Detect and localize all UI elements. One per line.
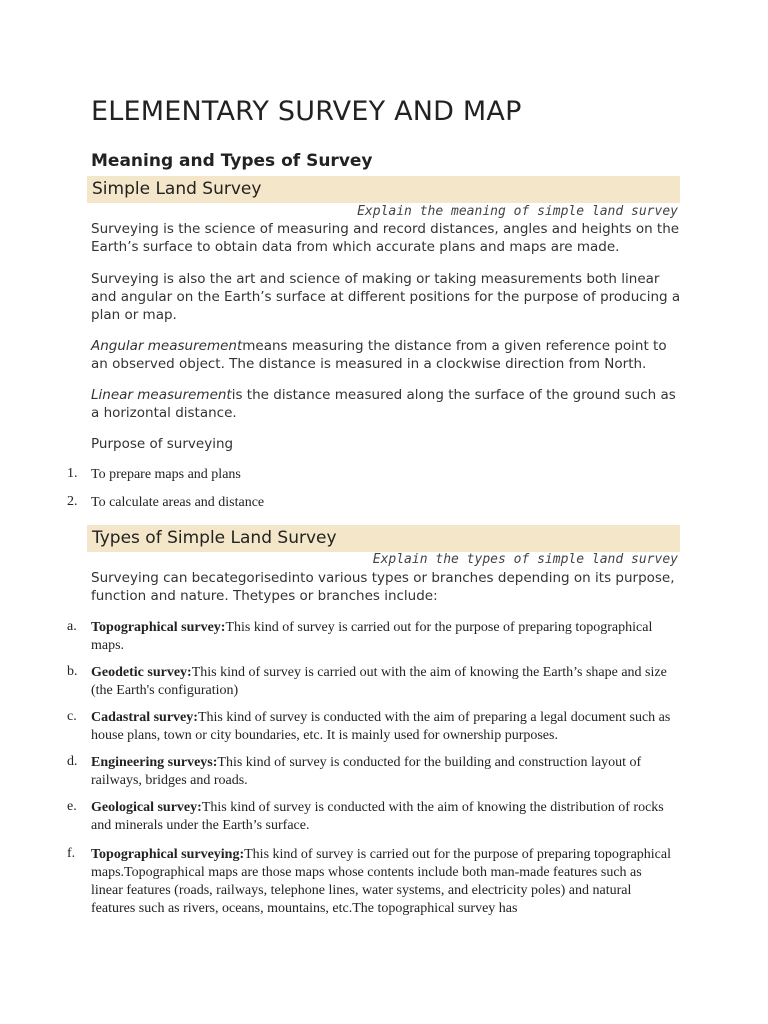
paragraph-art-and-science: Surveying is also the art and science of making or taking measurements both linear and angular on the Earth’s surface at different positions for the purpose of producing a plan or map. [91,271,681,323]
list-item-text [91,846,676,918]
section-subtitle: Meaning and Types of Survey [91,151,373,171]
term-cadastral-survey: Cadastral survey: [91,710,198,725]
term-geodetic-survey: Geodetic survey: [91,665,192,680]
page-title: ELEMENTARY SURVEY AND MAP [91,96,522,127]
paragraph-types-intro: Surveying can becategorisedinto various types or branches depending on its purpose, function and nature. Thetypes or branches include: [91,570,675,604]
paragraph-linear-measurement [91,386,683,422]
angular-measurement-text: means measuring the distance from a given reference point to an observed object. The distance is measured in a clockwise direction from North. [91,338,667,372]
term-engineering-surveys: Engineering surveys: [91,755,218,770]
list-marker: b. [67,664,78,679]
linear-measurement-text: is the distance measured along the surface of the ground such as a horizontal distance. [91,387,676,421]
term-angular-measurement: Angular measurement [91,338,243,354]
term-topographical-surveying: Topographical surveying: [91,847,245,862]
section-heading-simple-land-survey: Simple Land Survey [87,176,680,203]
objective-types-of-survey: Explain the types of simple land survey [372,552,678,567]
list-item-text: To prepare maps and plans [91,467,241,482]
list-item-text [91,619,676,655]
purpose-label: Purpose of surveying [91,436,234,452]
paragraph-angular-measurement [91,337,683,373]
list-marker: 1. [67,466,78,481]
item-description: This kind of survey is conducted with the aim of preparing a legal document such as house plans, town or city boundaries, etc. It is mainly used for ownership purposes. [91,710,671,743]
paragraph-definition: Surveying is the science of measuring and record distances, angles and heights on the Earth’s surface to obtain data from which accurate plans and maps are made. [91,221,680,255]
item-description: This kind of survey is carried out for the purpose of preparing topographical maps. [91,620,653,653]
term-linear-measurement: Linear measurement [91,387,232,403]
list-item-text [91,709,676,745]
list-marker: 2. [67,494,78,509]
list-item-text [91,664,676,700]
term-topographical-survey: Topographical survey: [91,620,226,635]
list-marker: d. [67,754,78,769]
list-item-text [91,799,676,835]
list-marker: f. [67,846,76,861]
item-description: This kind of survey is carried out with the aim of knowing the Earth’s shape and size (the Earth's configuration) [91,665,667,698]
term-geological-survey: Geological survey: [91,800,202,815]
objective-simple-land-survey: Explain the meaning of simple land survey [357,204,678,219]
item-description: This kind of survey is conducted for the building and construction layout of railways, bridges and roads. [91,755,642,788]
list-marker: e. [67,799,77,814]
item-description: This kind of survey is carried out for the purpose of preparing topographical maps.Topographical maps are those maps whose contents include both man-made features such as linear features (roads, railways, telephone lines, water systems, and electricity poles) and natural features such as rivers, oceans, mountains, etc.The topographical survey has [91,847,672,916]
list-item-text: To calculate areas and distance [91,495,265,510]
section-heading-types-of-survey: Types of Simple Land Survey [87,525,680,552]
list-marker: c. [67,709,77,724]
list-marker: a. [67,619,77,634]
item-description: This kind of survey is conducted with the aim of knowing the distribution of rocks and minerals under the Earth’s surface. [91,800,664,833]
list-item-text [91,754,676,790]
